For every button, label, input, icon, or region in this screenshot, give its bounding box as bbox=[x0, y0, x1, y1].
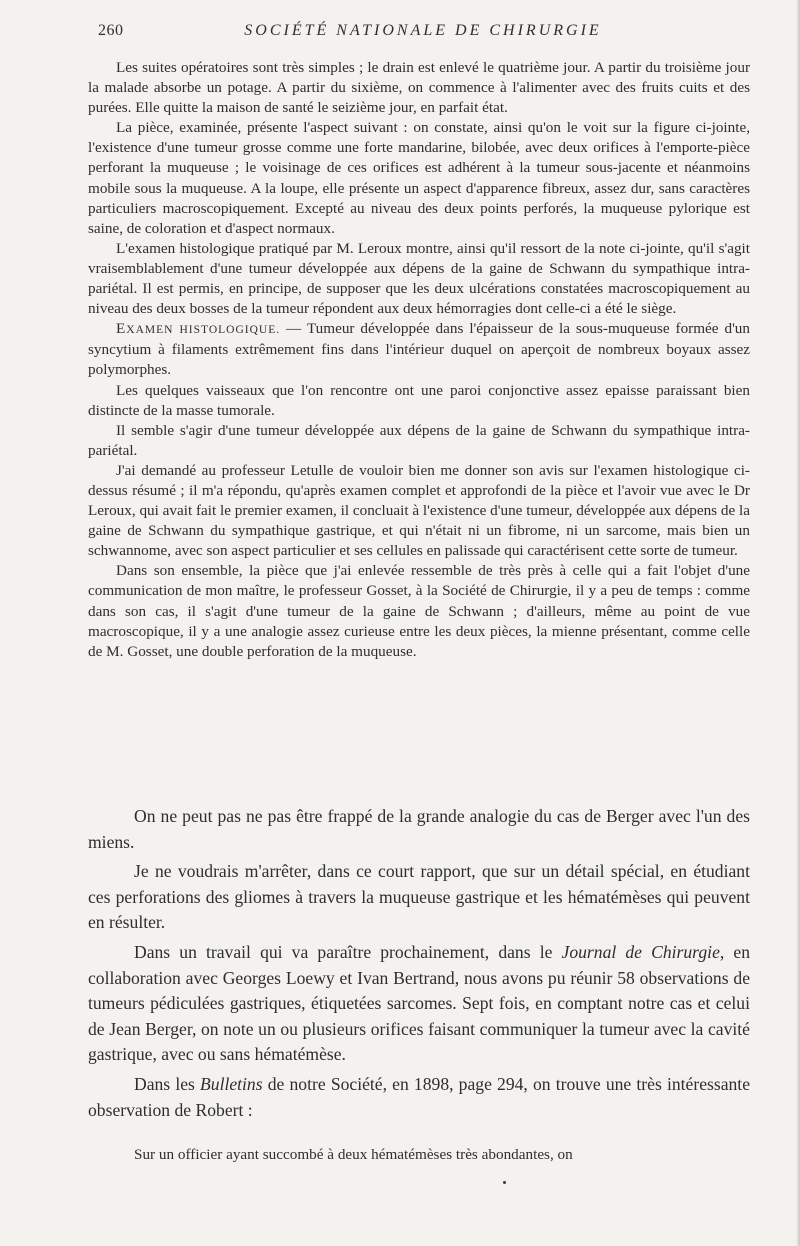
paragraph: J'ai demandé au professeur Letulle de vouloir bien me donner son avis sur l'examen histologique ci-dessus résumé ; il m'a répondu, qu'après examen complet et approfondi de la pièce et l'avoir vue avec le Dr Leroux, qui avait fait le premier examen, il concluait à l'existence d'une tumeur, développée aux dépens de la gaine de Schwann du sympathique gastrique, et qui n'était ni un fibrome, ni un sarcome, mais bien un schwannome, avec son aspect particulier et ses cellules en palissade qui caractérisent cette sorte de tumeur. bbox=[88, 461, 750, 560]
case-report-section bbox=[88, 58, 750, 662]
histology-paragraph bbox=[88, 319, 750, 380]
paragraph: Sur un officier ayant succombé à deux hématémèses très abondantes, on bbox=[134, 1146, 573, 1163]
paragraph-bulletins-reference bbox=[88, 1072, 750, 1123]
histology-text: — Tumeur développée dans l'épaisseur de la sous-muqueuse formée d'un syncytium à filaments extrêmement fins dans l'intérieur duquel on aperçoit de nombreux boyaux assez polymorphes. bbox=[88, 320, 750, 379]
paragraph: La pièce, examinée, présente l'aspect suivant : on constate, ainsi qu'on le voit sur la figure ci-jointe, l'existence d'une tumeur grosse comme une forte mandarine, bilobée, avec deux orifices à l'emporte-pièce perforant la muqueuse ; le voisinage de ces orifices est adhérent à la tumeur sous-jacente et néanmoins mobile sous la muqueuse. A la loupe, elle présente un aspect d'apparence fibreux, assez dur, sans caractères particuliers macroscopiquement. Excepté au niveau des deux points perforés, la muqueuse pylorique est saine, de coloration et d'aspect normaux. bbox=[88, 119, 750, 237]
text-run: de notre Société, en 1898, page 294, on trouve une très intéressante observation de Robert : bbox=[88, 1073, 751, 1120]
paragraph: Je ne voudrais m'arrêter, dans ce court rapport, que sur un détail spécial, en étudiant ces perforations des gliomes à travers la muqueuse gastrique et les hématémèses qui peuvent en résulter. bbox=[88, 861, 750, 933]
journal-name: Journal de Chirurgie bbox=[561, 941, 720, 962]
paragraph: Les quelques vaisseaux que l'on rencontre ont une paroi conjonctive assez epaisse paraissant bien distincte de la masse tumorale. bbox=[88, 381, 750, 419]
bulletins-name: Bulletins bbox=[200, 1073, 263, 1094]
text-run: Dans les bbox=[134, 1073, 201, 1094]
ink-dot bbox=[503, 1181, 506, 1184]
quoted-observation bbox=[88, 1145, 750, 1165]
paragraph: L'examen histologique pratiqué par M. Leroux montre, ainsi qu'il ressort de la note ci-jointe, qu'il s'agit vraisemblablement d'une tumeur développée aux dépens de la gaine de Schwann du sympathique intra-pariétal. Il est permis, en principe, de supposer que les deux ulcérations constatées macroscopiquement au niveau des deux bosses de la tumeur répondent aux deux hémorragies dont celle-ci a été le siège. bbox=[88, 239, 750, 318]
journal-title: SOCIÉTÉ NATIONALE DE CHIRURGIE bbox=[244, 22, 602, 39]
paragraph: Les suites opératoires sont très simples ; le drain est enlevé le quatrième jour. A partir du troisième jour la malade absorbe un potage. A partir du sixième, on commence à l'alimenter avec des fruits cuits et des purées. Elle quitte la maison de santé le seizième jour, en parfait état. bbox=[88, 59, 750, 117]
histology-heading: XAMEN HISTOLOGIQUE. bbox=[126, 324, 281, 337]
page-number: 260 bbox=[98, 22, 124, 39]
paragraph: On ne peut pas ne pas être frappé de la grande analogie du cas de Berger avec l'un des miens. bbox=[88, 806, 750, 852]
paragraph: Il semble s'agir d'une tumeur développée aux dépens de la gaine de Schwann du sympathique intra-pariétal. bbox=[88, 421, 750, 459]
paragraph-journal-reference bbox=[88, 940, 750, 1068]
running-head bbox=[98, 22, 748, 46]
histology-heading-initial: E bbox=[116, 320, 127, 338]
page-edge-shadow bbox=[796, 0, 800, 1246]
paragraph: Dans son ensemble, la pièce que j'ai enlevée ressemble de très près à celle qui a fait l'objet d'une communication de mon maître, le professeur Gosset, à la Société de Chirurgie, il y a peu de temps : comme dans son cas, il s'agit d'une tumeur de la gaine de Schwann ; d'ailleurs, même au point de vue macroscopique, il y a une analogie assez curieuse entre les deux pièces, la mienne présentant, comme celle de M. Gosset, une double perforation de la muqueuse. bbox=[88, 562, 750, 660]
text-run: Dans un travail qui va paraître prochainement, dans le bbox=[134, 941, 562, 962]
report-body bbox=[88, 804, 750, 1123]
text-run: , en collaboration avec Georges Loewy et Ivan Bertrand, nous avons pu réunir 58 observations de tumeurs pédiculées gastriques, étiquetées sarcomes. Sept fois, en comptant notre cas et celui de Jean Berger, on note un ou plusieurs orifices faisant communiquer la tumeur avec la cavité gastrique, avec ou sans hématémèse. bbox=[88, 941, 751, 1065]
